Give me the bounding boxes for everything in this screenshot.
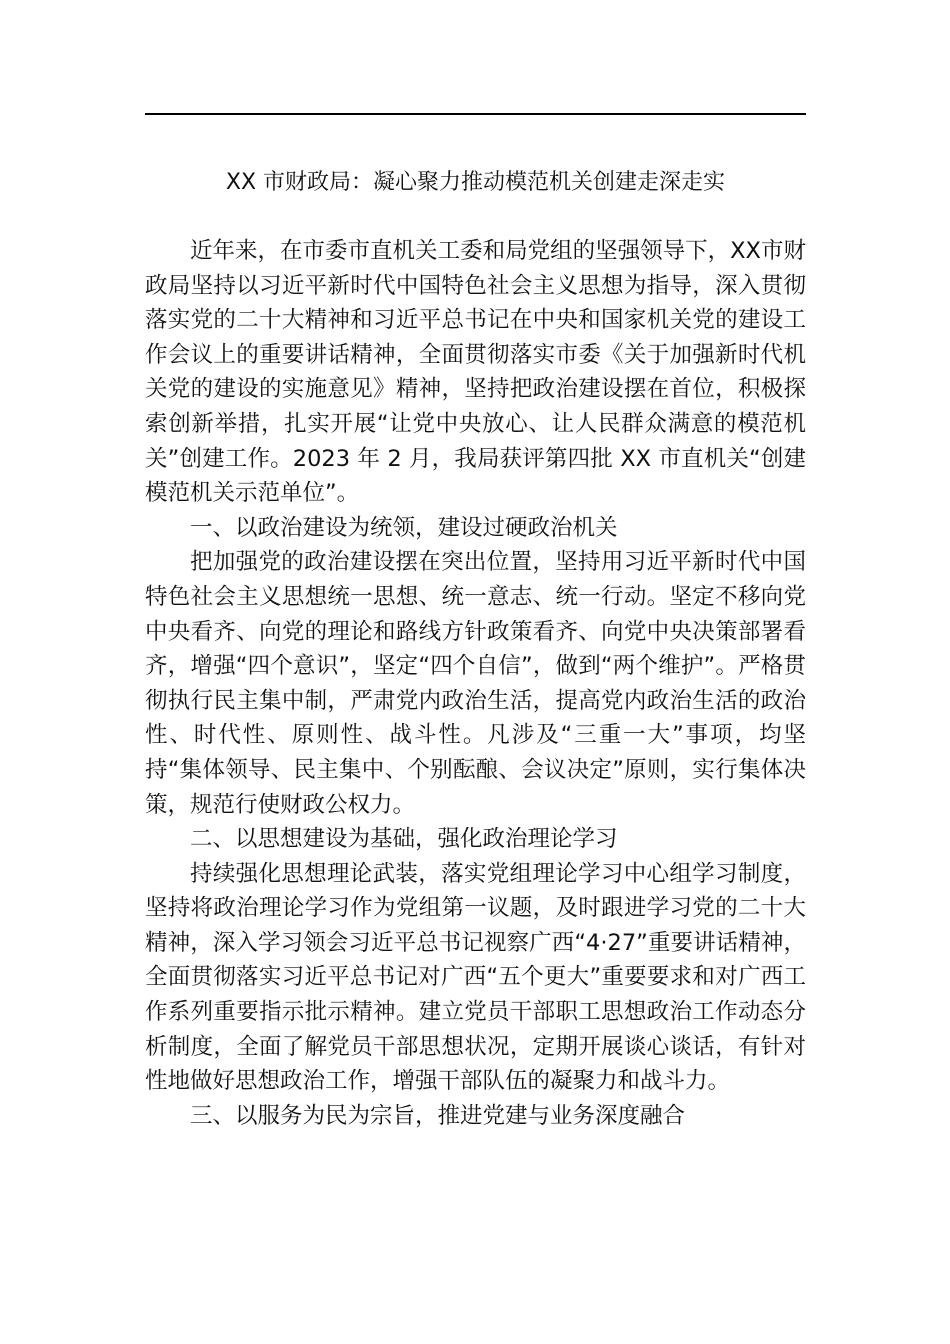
section-body-2: 持续强化思想理论武装，落实党组理论学习中心组学习制度，坚持将政治理论学习作为党组第一议题，及时跟进学习党的二十大精神，深入学习领会习近平总书记视察广西“4·27”重要讲话精神，全面贯彻落实习近平总书记对广西“五个更大”重要要求和对广西工作系列重要指示批示精神。建立党员干部职工思想政治工作动态分析制度，全面了解党员干部思想状况，定期开展谈心谈话，有针对性地做好思想政治工作，增强干部队伍的凝聚力和战斗力。	[145, 860, 806, 1095]
document-title: XX 市财政局：凝心聚力推动模范机关创建走深走实	[225, 170, 726, 195]
section-heading-2: 二、以思想建设为基础，强化政治理论学习	[190, 826, 618, 853]
section-heading-3: 三、以服务为民为宗旨，推进党建与业务深度融合	[190, 1102, 686, 1129]
section-body-1: 把加强党的政治建设摆在突出位置，坚持用习近平新时代中国特色社会主义思想统一思想、统一意志、统一行动。坚定不移向党中央看齐、向党的理论和路线方针政策看齐、向党中央决策部署看齐，增强“四个意识”，坚定“四个自信”，做到“两个维护”。严格贯彻执行民主集中制，严肃党内政治生活，提高党内政治生活的政治性、时代性、原则性、战斗性。凡涉及“三重一大”事项，均坚持“集体领导、民主集中、个别酝酿、会议决定”原则，实行集体决策，规范行使财政公权力。	[145, 549, 806, 818]
section-heading-1: 一、以政治建设为统领，建设过硬政治机关	[190, 514, 618, 541]
header-rule	[145, 113, 806, 115]
intro-paragraph: 近年来，在市委市直机关工委和局党组的坚强领导下，XX市财政局坚持以习近平新时代中国特色社会主义思想为指导，深入贯彻落实党的二十大精神和习近平总书记在中央和国家机关党的建设工作会议上的重要讲话精神，全面贯彻落实市委《关于加强新时代机关党的建设的实施意见》精神，坚持把政治建设摆在首位，积极探索创新举措，扎实开展“让党中央放心、让人民群众满意的模范机关”创建工作。2023 年 2 月，我局获评第四批 XX 市直机关“创建模范机关示范单位”。	[145, 238, 806, 507]
document-body	[145, 234, 806, 1133]
